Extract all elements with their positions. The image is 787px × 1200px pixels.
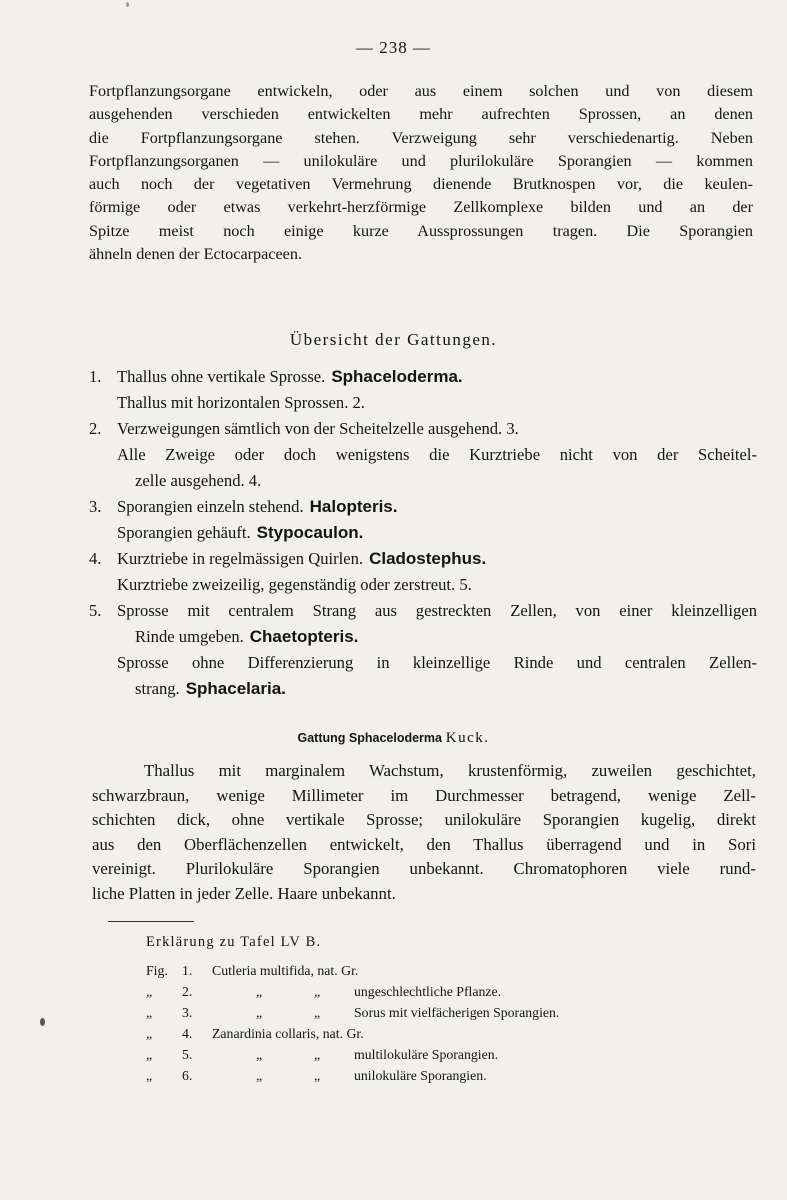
key-text <box>135 624 757 650</box>
page-number: — 238 — <box>356 38 431 57</box>
key-text-body: Sporangien einzeln stehend. <box>117 497 304 516</box>
key-text: Thallus mit horizontalen Sprossen. 2. <box>117 393 365 412</box>
key-text: Sprosse ohne Differenzierung in kleinzellige Rinde und centralen Zellen- <box>117 653 757 672</box>
ditto-mark: „ <box>314 1047 321 1062</box>
description-line: schwarzbraun, wenige Millimeter im Durchmesser betragend, wenige Zell- <box>92 785 756 805</box>
figure-caption: unilokuläre Sporangien. <box>354 1068 487 1083</box>
key-row <box>89 364 757 390</box>
plate-title: Erklärung zu Tafel LV B. <box>146 934 322 950</box>
figure-label: „ <box>146 1005 153 1020</box>
figure-number: 1. <box>182 963 193 978</box>
genus-name: Sphacelaria. <box>185 679 286 698</box>
intro-line: die Fortpflanzungsorgane stehen. Verzweigung sehr verschiedenartig. Neben <box>89 128 753 147</box>
genus-key <box>89 364 757 702</box>
intro-line: Spitze meist noch einige kurze Aussprossungen tragen. Die Sporangien <box>89 221 753 240</box>
key-text-body: Kurztriebe in regelmässigen Quirlen. <box>117 549 364 568</box>
key-text: Verzweigungen sämtlich von der Scheitelzelle ausgehend. 3. <box>117 419 519 438</box>
figure-row <box>146 1023 666 1044</box>
ditto-mark: „ <box>314 1068 321 1083</box>
key-text-body: Sporangien gehäuft. <box>117 523 251 542</box>
key-row <box>89 598 757 624</box>
figure-species: Cutleria multifida, nat. Gr. <box>212 963 359 978</box>
intro-line: ähneln denen der Ectocarpaceen. <box>89 245 303 264</box>
figure-list <box>146 960 666 1086</box>
key-row <box>89 416 757 442</box>
genus-name: Stypocaulon. <box>256 523 364 542</box>
figure-label: Fig. <box>146 963 168 978</box>
key-text <box>117 520 757 546</box>
section-divider <box>108 921 194 922</box>
genus-name: Halopteris. <box>309 497 398 516</box>
figure-caption: multilokuläre Sporangien. <box>354 1047 499 1062</box>
key-row <box>89 572 757 598</box>
figure-caption: Sorus mit vielfächerigen Sporangien. <box>354 1005 560 1020</box>
genus-heading-name: Gattung Sphaceloderma <box>297 731 442 745</box>
figure-label: „ <box>146 1047 153 1062</box>
figure-caption: ungeschlechtliche Pflanze. <box>354 984 502 999</box>
ditto-mark: „ <box>256 1047 263 1062</box>
intro-line: Fortpflanzungsorgane entwickeln, oder aus einem solchen und von diesem <box>89 82 753 100</box>
key-row <box>89 390 757 416</box>
genus-name: Cladostephus. <box>369 549 487 568</box>
figure-number: 5. <box>182 1047 193 1062</box>
key-title: Übersicht der Gattungen. <box>289 330 498 349</box>
ink-speck <box>126 2 129 7</box>
figure-row <box>146 1044 666 1065</box>
ditto-mark: „ <box>256 1005 263 1020</box>
key-number: 5. <box>89 601 102 620</box>
key-text: Alle Zweige oder doch wenigstens die Kurztriebe nicht von der Scheitel- <box>117 445 757 464</box>
genus-heading-author: Kuck. <box>445 730 490 746</box>
description-line: liche Platten in jeder Zelle. Haare unbekannt. <box>92 883 396 903</box>
key-text-body: Thallus ohne vertikale Sprosse. <box>117 367 326 386</box>
description-line: Thallus mit marginalem Wachstum, krustenförmig, zuweilen geschichtet, <box>144 761 756 780</box>
key-number: 3. <box>89 497 102 516</box>
genus-name: Chaetopteris. <box>249 627 359 646</box>
ditto-mark: „ <box>256 984 263 999</box>
key-row <box>89 624 757 650</box>
intro-line: förmige oder etwas verkehrt-herzförmige Zellkomplexe bilden und an der <box>89 198 753 217</box>
ditto-mark: „ <box>256 1068 263 1083</box>
key-row <box>89 494 757 520</box>
figure-label: „ <box>146 1068 153 1083</box>
figure-row <box>146 1002 666 1023</box>
description-line: vereinigt. Plurilokuläre Sporangien unbekannt. Chromatophoren viele rund- <box>92 859 756 879</box>
figure-species: Zanardinia collaris, nat. Gr. <box>212 1026 364 1041</box>
intro-line: auch noch der vegetativen Vermehrung dienende Brutknospen vor, die keulen- <box>89 175 753 194</box>
key-text: zelle ausgehend. 4. <box>135 471 262 490</box>
figure-number: 3. <box>182 1005 193 1020</box>
ink-speck <box>40 1018 45 1026</box>
key-text-body: Rinde umgeben. <box>135 627 244 646</box>
figure-number: 6. <box>182 1068 193 1083</box>
genus-heading <box>0 730 787 747</box>
key-row <box>89 546 757 572</box>
key-text <box>117 546 757 572</box>
figure-label: „ <box>146 1026 153 1041</box>
description-line: schichten dick, ohne vertikale Sprosse; unilokuläre Sporangien kugelig, direkt <box>92 810 756 830</box>
genus-name: Sphaceloderma. <box>331 367 463 386</box>
key-text <box>135 676 757 702</box>
key-row <box>89 442 757 468</box>
figure-row <box>146 960 666 981</box>
description-line: aus den Oberflächenzellen entwickelt, den Thallus überragend und in Sori <box>92 834 756 854</box>
key-text-body: strang. <box>135 679 180 698</box>
ditto-mark: „ <box>314 984 321 999</box>
figure-label: „ <box>146 984 153 999</box>
intro-paragraph <box>89 80 753 266</box>
figure-row <box>146 981 666 1002</box>
key-row <box>89 676 757 702</box>
ditto-mark: „ <box>314 1005 321 1020</box>
key-row <box>89 520 757 546</box>
figure-row <box>146 1065 666 1086</box>
genus-description <box>92 759 756 907</box>
key-number: 1. <box>89 367 102 386</box>
key-number: 4. <box>89 549 102 568</box>
key-text: Sprosse mit centralem Strang aus gestreckten Zellen, von einer kleinzelligen <box>117 601 757 620</box>
key-row <box>89 650 757 676</box>
figure-number: 2. <box>182 984 193 999</box>
key-text <box>117 364 757 390</box>
key-text: Kurztriebe zweizeilig, gegenständig oder zerstreut. 5. <box>117 575 472 594</box>
intro-line: ausgehenden verschieden entwickelten mehr aufrechten Sprossen, an denen <box>89 105 753 124</box>
key-text <box>117 494 757 520</box>
key-number: 2. <box>89 419 102 438</box>
intro-line: Fortpflanzungsorganen — unilokuläre und plurilokuläre Sporangien — kommen <box>89 151 753 170</box>
key-row <box>89 468 757 494</box>
figure-number: 4. <box>182 1026 193 1041</box>
